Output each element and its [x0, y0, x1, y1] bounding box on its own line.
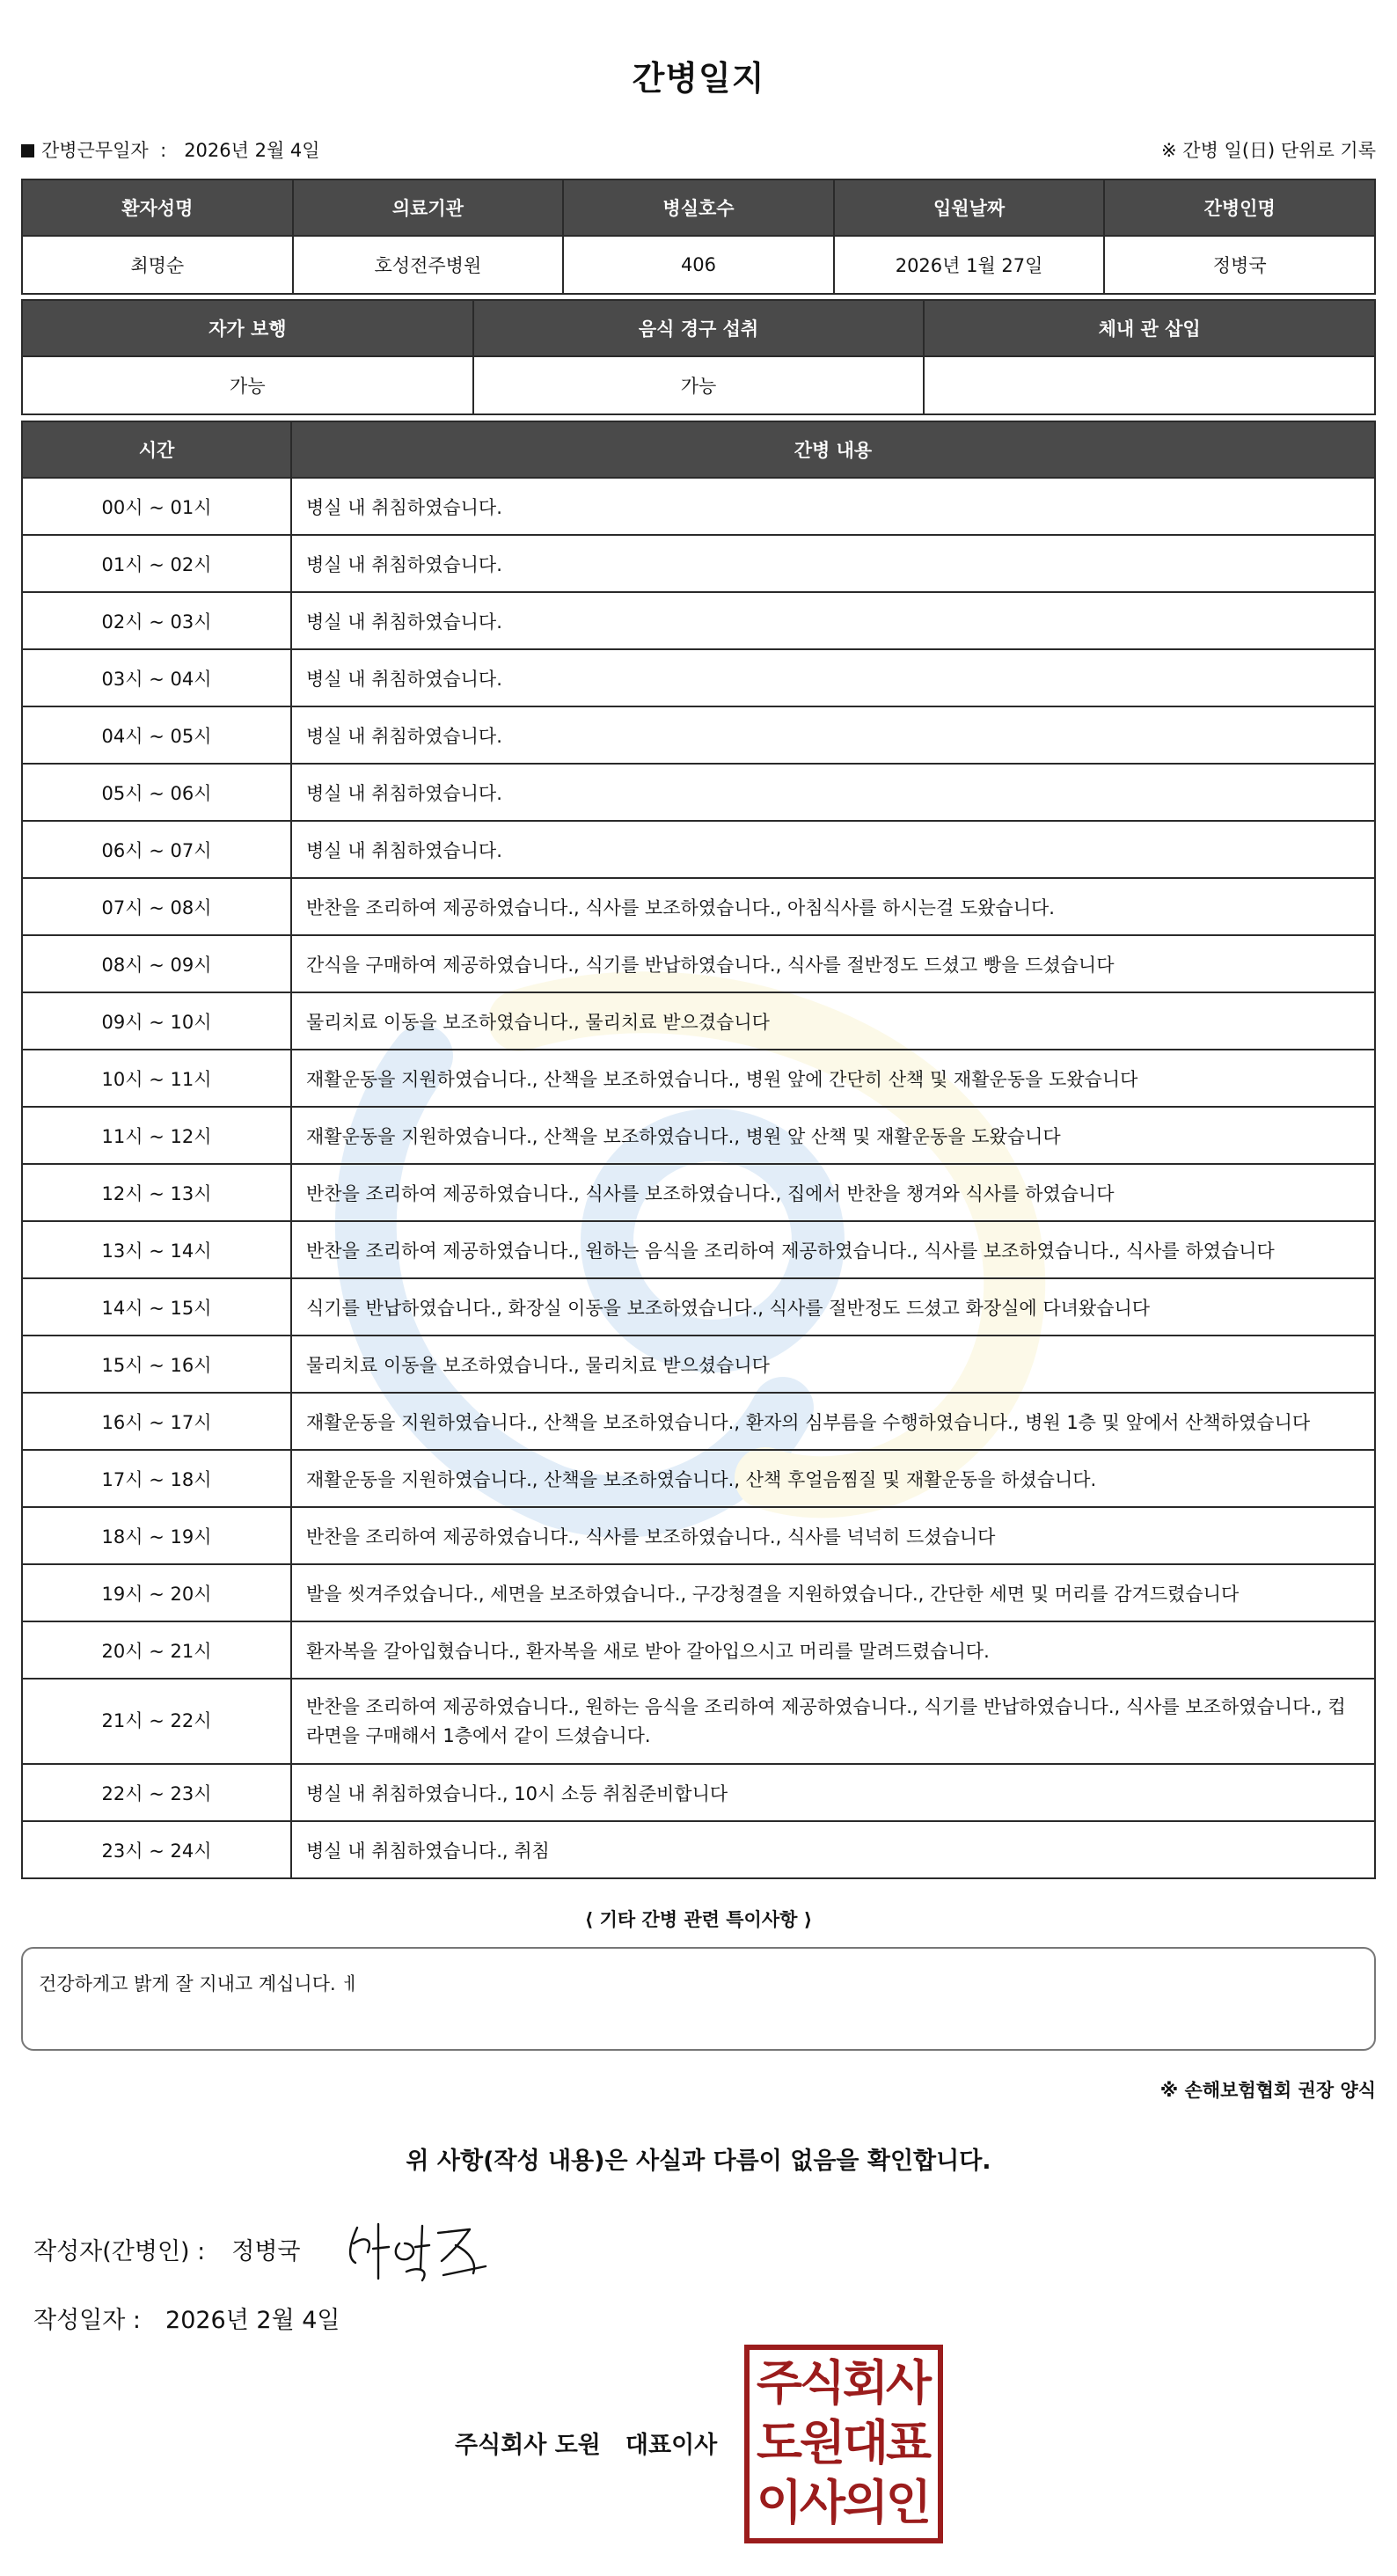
work-date-label: 간병근무일자: [41, 140, 149, 161]
log-content: 재활운동을 지원하였습니다., 산책을 보조하였습니다., 병원 앞 산책 및 재활운동을 도왔습니다: [291, 1107, 1375, 1164]
log-content: 병실 내 취침하였습니다.: [291, 535, 1375, 592]
log-content: 물리치료 이동을 보조하였습니다., 물리치료 받으셨습니다: [291, 1336, 1375, 1393]
header-self-walking: 자가 보행: [22, 300, 473, 356]
seal-character: 원: [799, 2415, 846, 2470]
log-content: 병실 내 취침하였습니다.: [291, 592, 1375, 649]
log-row: [22, 1679, 1375, 1764]
company-representative: 대표이사: [625, 2432, 718, 2459]
form-note: ※ 손해보험협회 권장 양식: [1159, 2080, 1376, 2101]
writer-label: 작성자(간병인) :: [33, 2238, 206, 2265]
written-date-line: [33, 2301, 340, 2335]
log-row: [22, 878, 1375, 935]
log-row: [22, 1278, 1375, 1336]
log-content: 병실 내 취침하였습니다.: [291, 649, 1375, 706]
log-content: 반찬을 조리하여 제공하였습니다., 원하는 음식을 조리하여 제공하였습니다., 식사를 보조하였습니다., 식사를 하였습니다: [291, 1221, 1375, 1278]
admission-date: 2026년 1월 27일: [834, 236, 1105, 294]
log-time: 04시 ~ 05시: [22, 706, 291, 764]
log-content: 병실 내 취침하였습니다.: [291, 821, 1375, 878]
written-date-label: 작성일자 :: [33, 2307, 142, 2334]
log-time: 08시 ~ 09시: [22, 935, 291, 992]
log-row: [22, 1164, 1375, 1221]
log-row: [22, 1050, 1375, 1107]
log-time: 10시 ~ 11시: [22, 1050, 291, 1107]
work-date-value: 2026년 2월 4일: [184, 140, 320, 161]
log-time: 12시 ~ 13시: [22, 1164, 291, 1221]
log-content: 반찬을 조리하여 제공하였습니다., 식사를 보조하였습니다., 집에서 반찬을 챙겨와 식사를 하였습니다: [291, 1164, 1375, 1221]
unit-note: ※ 간병 일(日) 단위로 기록: [1161, 140, 1376, 161]
log-content: 병실 내 취침하였습니다.: [291, 706, 1375, 764]
log-content: 식기를 반납하였습니다., 화장실 이동을 보조하였습니다., 식사를 절반정도 드셨고 화장실에 다녀왔습니다: [291, 1278, 1375, 1336]
written-date-value: 2026년 2월 4일: [165, 2307, 340, 2334]
log-time: 07시 ~ 08시: [22, 878, 291, 935]
room-number: 406: [563, 236, 834, 294]
seal-character: 회: [842, 2355, 889, 2411]
confirmation-text: 위 사항(작성 내용)은 사실과 다름이 없음을 확인합니다.: [406, 2148, 991, 2175]
log-time: 19시 ~ 20시: [22, 1564, 291, 1621]
log-content: 재활운동을 지원하였습니다., 산책을 보조하였습니다., 환자의 심부름을 수행하였습니다., 병원 1층 및 앞에서 산책하였습니다: [291, 1393, 1375, 1450]
log-row: [22, 649, 1375, 706]
writer-line: [33, 2232, 301, 2266]
caregiver-name: 정병국: [1104, 236, 1375, 294]
log-row: [22, 1336, 1375, 1393]
header-care-content: 간병 내용: [291, 421, 1375, 478]
notes-heading: ⟨ 기타 간병 관련 특이사항 ⟩: [584, 1909, 813, 1930]
log-time: 03시 ~ 04시: [22, 649, 291, 706]
work-date: [21, 136, 320, 163]
writer-name: 정병국: [231, 2238, 301, 2265]
header-time: 시간: [22, 421, 291, 478]
log-row: [22, 1107, 1375, 1164]
seal-character: 주: [756, 2355, 803, 2411]
log-time: 09시 ~ 10시: [22, 992, 291, 1050]
seal-character: 인: [885, 2475, 933, 2530]
log-time: 15시 ~ 16시: [22, 1336, 291, 1393]
log-time: 06시 ~ 07시: [22, 821, 291, 878]
tube-insertion-value: [924, 356, 1375, 414]
patient-name: 최명순: [22, 236, 293, 294]
log-row: [22, 935, 1375, 992]
notes-box: 건강하게고 밝게 잘 지내고 계십니다. ㅔ: [21, 1947, 1376, 2051]
seal-character: 사: [885, 2355, 933, 2411]
log-time: 00시 ~ 01시: [22, 478, 291, 535]
log-row: [22, 1393, 1375, 1450]
log-content: 재활운동을 지원하였습니다., 산책을 보조하였습니다., 산책 후얼음찜질 및 재활운동을 하셨습니다.: [291, 1450, 1375, 1507]
log-content: 병실 내 취침하였습니다., 취침: [291, 1821, 1375, 1878]
patient-info-table: [21, 179, 1376, 295]
log-time: 01시 ~ 02시: [22, 535, 291, 592]
log-row: [22, 535, 1375, 592]
handwritten-signature: [338, 2217, 496, 2287]
log-row: [22, 1450, 1375, 1507]
patient-status-table: [21, 299, 1376, 415]
log-row: [22, 1564, 1375, 1621]
log-content: 재활운동을 지원하였습니다., 산책을 보조하였습니다., 병원 앞에 간단히 산책 및 재활운동을 도왔습니다: [291, 1050, 1375, 1107]
seal-character: 이: [756, 2475, 803, 2530]
log-time: 11시 ~ 12시: [22, 1107, 291, 1164]
document-title: 간병일지: [632, 59, 765, 98]
seal-character: 표: [885, 2415, 933, 2470]
company-seal-stamp: [744, 2345, 943, 2543]
seal-character: 사: [799, 2475, 846, 2530]
log-time: 13시 ~ 14시: [22, 1221, 291, 1278]
log-time: 14시 ~ 15시: [22, 1278, 291, 1336]
log-time: 18시 ~ 19시: [22, 1507, 291, 1564]
square-bullet-icon: [21, 144, 34, 157]
log-content: 반찬을 조리하여 제공하였습니다., 원하는 음식을 조리하여 제공하였습니다., 식기를 반납하였습니다., 식사를 보조하였습니다., 컵라면을 구매해서 1층에서 같이 드셨습니다.: [291, 1679, 1375, 1764]
header-patient-name: 환자성명: [22, 179, 293, 236]
log-row: [22, 1221, 1375, 1278]
log-content: 병실 내 취침하였습니다., 10시 소등 취침준비합니다: [291, 1764, 1375, 1821]
log-content: 환자복을 갈아입혔습니다., 환자복을 새로 받아 갈아입으시고 머리를 말려드렸습니다.: [291, 1621, 1375, 1679]
header-tube-insertion: 체내 관 삽입: [924, 300, 1375, 356]
log-content: 반찬을 조리하여 제공하였습니다., 식사를 보조하였습니다., 식사를 넉넉히 드셨습니다: [291, 1507, 1375, 1564]
log-content: 병실 내 취침하였습니다.: [291, 764, 1375, 821]
header-caregiver: 간병인명: [1104, 179, 1375, 236]
header-oral-intake: 음식 경구 섭취: [473, 300, 925, 356]
self-walking-value: 가능: [22, 356, 473, 414]
log-content: 발을 씻겨주었습니다., 세면을 보조하였습니다., 구강청결을 지원하였습니다., 간단한 세면 및 머리를 감겨드렸습니다: [291, 1564, 1375, 1621]
log-content: 병실 내 취침하였습니다.: [291, 478, 1375, 535]
work-date-separator: :: [160, 140, 167, 161]
company-line: [455, 2426, 717, 2460]
care-log-table: [21, 421, 1376, 1879]
log-time: 05시 ~ 06시: [22, 764, 291, 821]
log-time: 22시 ~ 23시: [22, 1764, 291, 1821]
oral-intake-value: 가능: [473, 356, 925, 414]
log-row: [22, 706, 1375, 764]
log-time: 20시 ~ 21시: [22, 1621, 291, 1679]
log-row: [22, 764, 1375, 821]
log-content: 물리치료 이동을 보조하였습니다., 물리치료 받으겼습니다: [291, 992, 1375, 1050]
header-admission-date: 입원날짜: [834, 179, 1105, 236]
seal-character: 식: [799, 2355, 846, 2411]
log-content: 간식을 구매하여 제공하였습니다., 식기를 반납하였습니다., 식사를 절반정도 드셨고 빵을 드셨습니다: [291, 935, 1375, 992]
log-row: [22, 478, 1375, 535]
header-room: 병실호수: [563, 179, 834, 236]
company-name: 주식회사 도원: [455, 2432, 601, 2459]
log-row: [22, 1764, 1375, 1821]
log-time: 23시 ~ 24시: [22, 1821, 291, 1878]
log-row: [22, 1621, 1375, 1679]
hospital-name: 호성전주병원: [293, 236, 564, 294]
seal-character: 도: [756, 2415, 803, 2470]
header-hospital: 의료기관: [293, 179, 564, 236]
log-content: 반찬을 조리하여 제공하였습니다., 식사를 보조하였습니다., 아침식사를 하시는걸 도왔습니다.: [291, 878, 1375, 935]
log-time: 02시 ~ 03시: [22, 592, 291, 649]
seal-character: 의: [842, 2475, 889, 2530]
log-row: [22, 592, 1375, 649]
seal-character: 대: [842, 2415, 889, 2470]
log-time: 21시 ~ 22시: [22, 1679, 291, 1764]
log-row: [22, 992, 1375, 1050]
log-row: [22, 821, 1375, 878]
log-row: [22, 1821, 1375, 1878]
log-row: [22, 1507, 1375, 1564]
log-time: 17시 ~ 18시: [22, 1450, 291, 1507]
log-time: 16시 ~ 17시: [22, 1393, 291, 1450]
